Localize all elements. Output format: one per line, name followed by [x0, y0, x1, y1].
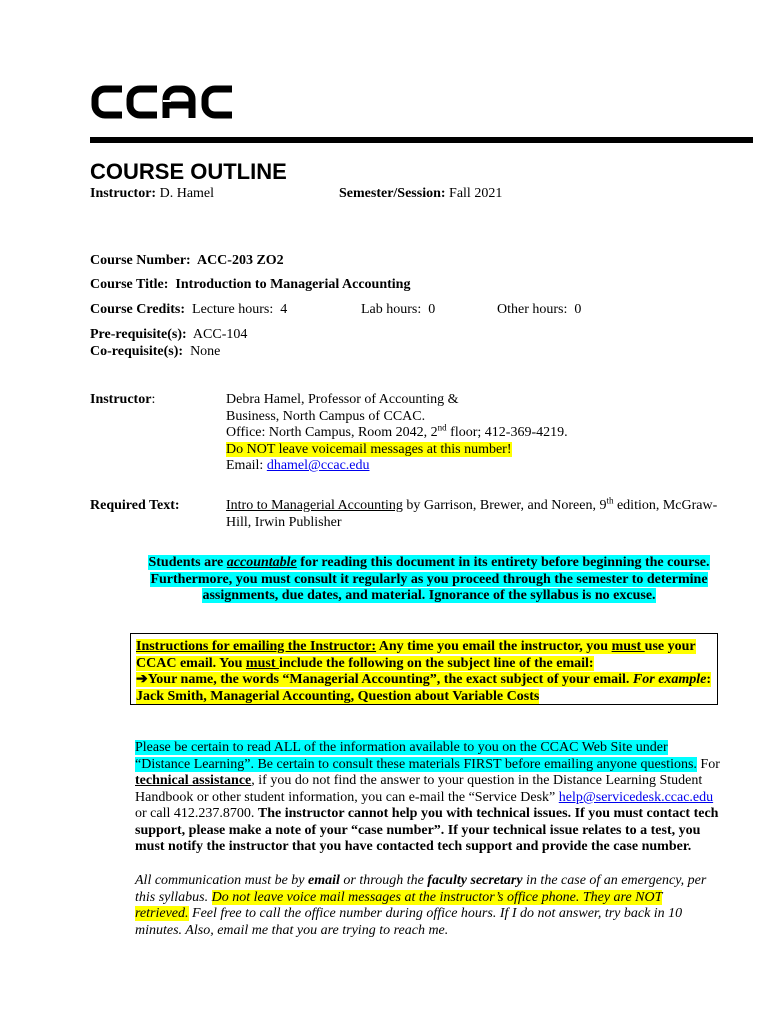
comm-faculty-secretary: faculty secretary	[427, 873, 523, 888]
notice-accountable: accountable	[226, 555, 297, 570]
instructor-office	[226, 422, 746, 442]
course-number-label: Course Number:	[90, 253, 191, 268]
prerequisites	[90, 327, 247, 344]
instructor-email-link[interactable]: dhamel@ccac.edu	[266, 458, 370, 473]
email-box-must1: must	[611, 639, 645, 654]
comm-d: this syllabus.	[135, 889, 212, 905]
course-credits	[90, 302, 287, 319]
course-number	[90, 253, 284, 270]
prereq-value: ACC-104	[192, 327, 248, 342]
header-semester-value: Fall 2021	[449, 186, 503, 201]
header-instructor-value: D. Hamel	[159, 186, 215, 201]
coreq-label: Co-requisite(s):	[90, 344, 184, 359]
instructor-label-text: Instructor	[90, 392, 152, 407]
notice-l1b: for reading this document in its entirety before beginning the course.	[296, 555, 710, 570]
lab-hours-value: 0	[428, 302, 436, 317]
header-instructor-label: Instructor:	[90, 186, 157, 201]
ccac-logo-mark	[90, 80, 240, 124]
support-b1: The instructor cannot help you with technical issues. If you must contact tech	[257, 806, 719, 821]
office-text: Office: North Campus, Room 2042, 2	[226, 425, 438, 440]
email-box-l2b: include the following on the subject line of the email:	[278, 655, 594, 671]
email-instructions-box	[130, 633, 718, 705]
edition-sup: th	[606, 495, 614, 506]
ccac-logo	[90, 80, 240, 124]
support-t3: or call 412.237.8700.	[135, 806, 258, 821]
prereq-label: Pre-requisite(s):	[90, 327, 187, 342]
instructor-line2: Business, North Campus of CCAC.	[226, 408, 426, 424]
service-desk-email-link[interactable]: help@servicedesk.ccac.edu	[558, 789, 714, 805]
email-box-l1a: Any time you email the instructor, you	[376, 639, 612, 654]
course-title-label: Course Title:	[90, 277, 169, 292]
header-rule	[90, 137, 753, 143]
support-b2: support, please make a note of your “case number”. If your technical issue relates to a test, you	[135, 822, 701, 838]
instructor-details	[226, 392, 746, 475]
lecture-hours-value: 4	[280, 302, 288, 317]
voicemail-warning: Do NOT leave voicemail messages at this number!	[226, 441, 512, 457]
instructor-line1: Debra Hamel, Professor of Accounting &	[226, 392, 459, 407]
course-credits-label: Course Credits:	[90, 302, 186, 317]
comm-a: All communication must be by	[135, 873, 309, 888]
email-box-heading: Instructions for emailing the Instructor:	[136, 639, 377, 654]
notice-l2: Furthermore, you must consult it regularly as you proceed through the semester to determine	[150, 571, 708, 587]
header-semester	[339, 186, 502, 203]
corequisites	[90, 344, 220, 361]
syllabus-notice	[90, 555, 768, 605]
other-hours	[497, 302, 581, 319]
comm-email: email	[308, 873, 340, 888]
course-number-value: ACC-203 ZO2	[196, 253, 284, 268]
support-hl1: Please be certain to read ALL of the information available to you on the CCAC Web Site under	[135, 740, 668, 755]
book-edition: edition, McGraw-	[613, 498, 718, 513]
other-hours-label: Other hours:	[497, 302, 568, 317]
support-for: For	[696, 756, 720, 772]
other-hours-value: 0	[574, 302, 582, 317]
required-text-label: Required Text:	[90, 498, 180, 513]
support-t2: Handbook or other student information, you can e-mail the “Service Desk”	[135, 789, 559, 805]
book-publisher: Hill, Irwin Publisher	[226, 514, 342, 530]
notice-l3: assignments, due dates, and material. Ignorance of the syllabus is no excuse.	[202, 588, 656, 603]
email-box-l2a: CCAC email. You	[136, 655, 246, 671]
book-title: Intro to Managerial Accounting	[226, 498, 403, 513]
email-box-l3a: Your name, the words “Managerial Accounting”, the exact subject of your email.	[147, 672, 633, 687]
comm-hl1: Do not leave voice mail messages at the instructor’s office phone. They are NOT	[211, 889, 663, 905]
lab-hours	[361, 302, 435, 319]
email-box-l1b: use your	[644, 639, 696, 654]
support-hl2: “Distance Learning”. Be certain to consult these materials FIRST before emailing anyone questions.	[135, 756, 697, 772]
header-instructor	[90, 186, 214, 203]
email-box-example-subject: Jack Smith, Managerial Accounting, Question about Variable Costs	[136, 688, 540, 704]
book-authors: by Garrison, Brewer, and Noreen, 9	[402, 498, 607, 513]
support-paragraph	[135, 740, 720, 856]
comm-c: in the case of an emergency, per	[522, 873, 707, 888]
required-text	[226, 495, 756, 531]
notice-l1a: Students are	[148, 555, 227, 570]
instructor-email	[226, 458, 746, 475]
support-t1: , if you do not find the answer to your question in the Distance Learning Student	[251, 773, 703, 788]
instructor-label-colon: :	[151, 392, 156, 407]
tech-assistance-label: technical assistance	[135, 773, 252, 788]
course-title	[90, 277, 410, 294]
comm-e: Feel free to call the office number during office hours. If I do not answer, try back in 10	[188, 906, 683, 921]
office-sup: nd	[437, 422, 447, 433]
arrow-right-icon: ➔	[136, 672, 148, 687]
lecture-hours-label: Lecture hours:	[192, 302, 274, 317]
email-box-colon: :	[706, 672, 712, 687]
comm-hl2: retrieved.	[135, 906, 189, 921]
comm-f: minutes. Also, email me that you are trying to reach me.	[135, 922, 449, 938]
header-semester-label: Semester/Session:	[339, 186, 446, 201]
instructor-label	[90, 392, 155, 409]
lab-hours-label: Lab hours:	[361, 302, 422, 317]
email-box-example: For example	[632, 672, 707, 687]
office-floor: floor; 412-369-4219.	[446, 425, 568, 440]
communication-paragraph	[135, 873, 720, 939]
page-title: COURSE OUTLINE	[90, 159, 287, 184]
support-b3: must notify the instructor that you have contacted tech support and provide the case number.	[135, 839, 692, 854]
course-title-value: Introduction to Managerial Accounting	[175, 277, 411, 292]
coreq-value: None	[190, 344, 221, 359]
email-label: Email:	[226, 458, 267, 473]
email-box-must2: must	[245, 655, 279, 671]
comm-b: or through the	[339, 873, 428, 888]
